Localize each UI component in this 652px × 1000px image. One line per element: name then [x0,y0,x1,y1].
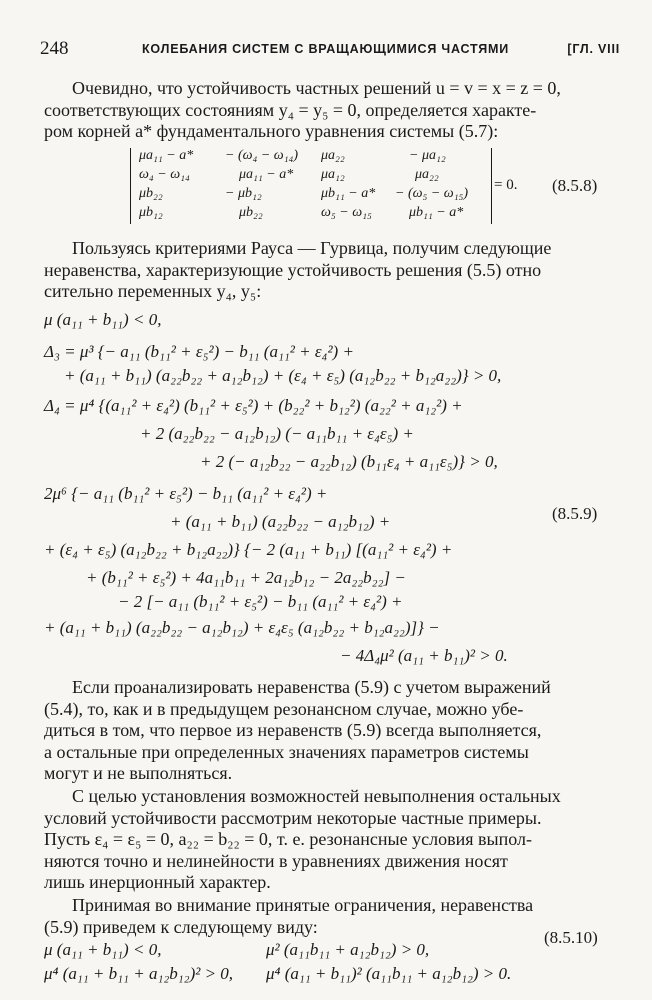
determinant-cell: μa₁₁ − a* [239,167,294,182]
text-line: Очевидно, что устойчивость частных решений u = v = x = z = 0, [72,78,561,98]
intro-paragraph [44,78,610,143]
determinant-row [139,186,489,204]
text-line: диться в том, что первое из неравенств (5.9) всегда выполняется, [44,720,542,740]
math-line: + (a₁₁ + b₁₁) (a₂₂b₂₂ + a₁₂b₁₂) + (ε₄ + ε₅) (a₁₂b₂₂ + b₁₂a₂₂)} > 0, [64,366,502,385]
math-line: 2μ⁶ {− a₁₁ (b₁₁² + ε₅²) − b₁₁ (a₁₁² + ε₄²) + [44,484,328,503]
math-line: − 2 [− a₁₁ (b₁₁² + ε₅²) − b₁₁ (a₁₁² + ε₄²) + [118,592,403,611]
determinant-cell: μa₁₂ [321,167,345,182]
chapter-label: [ГЛ. VIII [567,42,620,56]
text-line: (5.9) приведем к следующему виду: [44,916,318,937]
determinant-cell: − μb₁₂ [225,186,262,201]
determinant-cell: μa₂₂ [415,167,439,182]
text-line: Если проанализировать неравенства (5.9) с учетом выражений [72,677,551,697]
text-line: няются точно и нелинейности в уравнениях движения носят [44,850,508,871]
running-title: КОЛЕБАНИЯ СИСТЕМ С ВРАЩАЮЩИМИСЯ ЧАСТЯМИ [142,42,510,56]
determinant-cell: μb₁₂ [139,205,163,220]
math-line: + 2 (− a₁₂b₂₂ − a₂₂b₁₂) (b₁₁ε₄ + a₁₁ε₅)} > 0, [200,452,498,471]
equation-number: (8.5.10) [544,928,598,947]
determinant-matrix [130,148,492,224]
text-line: сительно переменных y₄, y₅: [44,281,262,301]
determinant-cell: μb₁₁ − a* [409,205,464,220]
text-line: неравенства, характеризующие устойчивость решения (5.5) отно [44,259,542,280]
text-line: (5.4), то, как и в предыдущем резонансном случае, можно убе- [44,698,524,719]
text-line: соответствующих состояниям y₄ = y₅ = 0, определяется характе- [44,99,537,120]
text-line: могут и не выполняться. [44,763,233,783]
determinant-cell: μa₁₁ − a* [139,148,194,163]
math-line: + (b₁₁² + ε₅²) + 4a₁₁b₁₁ + 2a₁₂b₁₂ − 2a₂₂b₂₂] − [86,568,406,587]
math-line: + (a₁₁ + b₁₁) (a₂₂b₂₂ − a₁₂b₁₂) + [170,512,391,531]
text-line: С целью установления возможностей невыполнения остальных [72,786,561,806]
math-line: − 4Δ₄μ² (a₁₁ + b₁₁)² > 0. [340,646,508,665]
math-line: Δ₃ = μ³ {− a₁₁ (b₁₁² + ε₅²) − b₁₁ (a₁₁² + ε₄²) + [44,342,354,361]
determinant-row [139,148,489,166]
text-line: Пусть ε₄ = ε₅ = 0, a₂₂ = b₂₂ = 0, т. е. резонансные условия выпол- [44,829,532,849]
determinant-cell: μb₂₂ [239,205,263,220]
math-line: μ (a₁₁ + b₁₁) < 0, [44,310,162,329]
math-line: Δ₄ = μ⁴ {(a₁₁² + ε₄²) (b₁₁² + ε₅²) + (b₂₂² + b₁₂²) (a₂₂² + a₁₂²) + [44,396,463,415]
determinant-cell: − (ω₅ − ω₁₅) [395,186,469,201]
math-line: + (ε₄ + ε₅) (a₁₂b₂₂ + b₁₂a₂₂)} {− 2 (a₁₁ + b₁₁) [(a₁₁² + ε₄²) + [44,540,453,559]
page-number: 248 [40,38,69,59]
determinant-cell: − μa₁₂ [409,148,446,163]
text-line: а остальные при определенных значениях параметров системы [44,741,529,762]
determinant-row [139,167,489,185]
math-line: + 2 (a₂₂b₂₂ − a₁₂b₁₂) (− a₁₁b₁₁ + ε₄ε₅) + [140,424,414,443]
text-line: условий устойчивости рассмотрим некоторые частные примеры. [44,807,542,828]
routh-paragraph [44,238,610,303]
constraints-paragraph [44,895,610,938]
determinant-cell: ω₄ − ω₁₄ [139,167,190,182]
determinant-equals: = 0. [494,177,518,193]
determinant-cell: − (ω₄ − ω₁₄) [225,148,299,163]
determinant-cell: μa₂₂ [321,148,345,163]
examples-paragraph [44,786,610,894]
determinant-row [139,205,489,223]
math-line: + (a₁₁ + b₁₁) (a₂₂b₂₂ − a₁₂b₁₂) + ε₄ε₅ (a₁₂b₂₂ + b₁₂a₂₂)]} − [44,618,440,637]
analysis-paragraph [44,677,610,785]
page-header [40,38,620,62]
determinant-cell: ω₅ − ω₁₅ [321,205,372,220]
math-line: μ² (a₁₁b₁₁ + a₁₂b₁₂) > 0, [266,940,430,959]
text-line: ром корней a* фундаментального уравнения системы (5.7): [44,121,499,141]
math-line: μ⁴ (a₁₁ + b₁₁ + a₁₂b₁₂)² > 0, [44,964,234,983]
text-line: Принимая во внимание принятые ограничения, неравенства [72,895,534,915]
math-line: μ⁴ (a₁₁ + b₁₁)² (a₁₁b₁₁ + a₁₂b₁₂) > 0. [266,964,512,983]
determinant-cell: μb₂₂ [139,186,163,201]
math-line: μ (a₁₁ + b₁₁) < 0, [44,940,162,959]
equation-number: (8.5.8) [552,176,598,195]
determinant-cell: μb₁₁ − a* [321,186,376,201]
text-line: Пользуясь критериями Рауса — Гурвица, получим следующие [72,238,552,258]
equation-number: (8.5.9) [552,504,598,523]
text-line: лишь инерционный характер. [44,872,271,892]
